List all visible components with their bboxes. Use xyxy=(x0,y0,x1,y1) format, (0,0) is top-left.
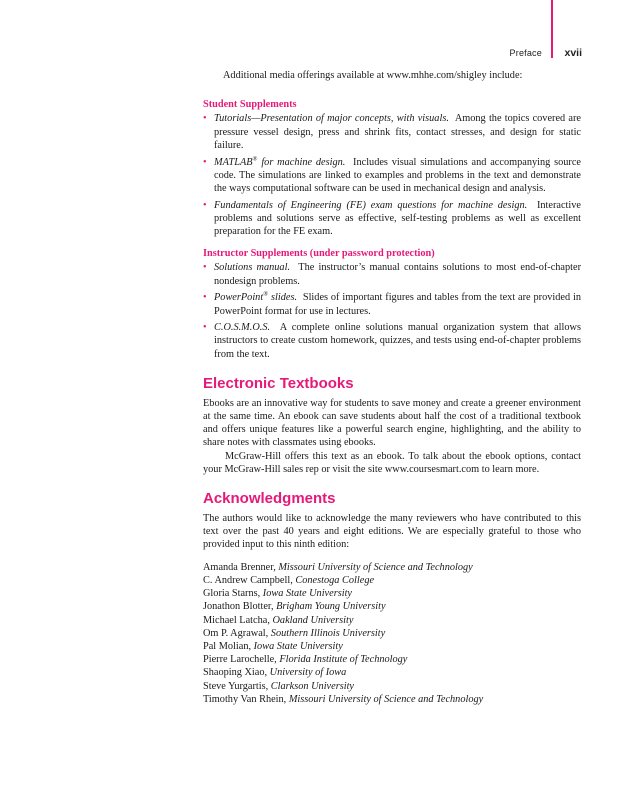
instructor-supplements-list xyxy=(203,261,581,360)
intro-text: Additional media offerings available at www.mhhe.com/shigley include: xyxy=(223,70,523,81)
reviewer-name: Gloria Starns, xyxy=(203,588,263,600)
reviewer-affiliation: Southern Illinois University xyxy=(270,627,386,639)
reviewer-entry xyxy=(203,600,581,613)
reviewer-name: Amanda Brenner, xyxy=(203,561,279,573)
reviewer-affiliation: Iowa State University xyxy=(253,640,343,652)
running-head xyxy=(510,47,582,59)
reviewer-name: Michael Latcha, xyxy=(203,614,273,626)
bullet-icon: • xyxy=(203,322,207,334)
reviewer-entry xyxy=(203,680,581,693)
reviewer-entry xyxy=(203,561,581,574)
reviewer-list xyxy=(203,561,581,706)
reviewer-entry xyxy=(203,627,581,640)
reviewer-entry xyxy=(203,666,581,679)
bullet-icon: • xyxy=(203,262,207,274)
item-title: C.O.S.M.O.S. xyxy=(214,322,271,334)
list-item xyxy=(203,156,581,196)
bullet-icon: • xyxy=(203,292,207,304)
reviewer-name: Pierre Larochelle, xyxy=(203,654,280,666)
reviewer-name: Shaoping Xiao, xyxy=(203,667,270,679)
list-item xyxy=(203,261,581,287)
reviewer-name: Timothy Van Rhein, xyxy=(203,693,289,705)
item-text: The instructor’s manual contains solutions to most end-of-chapter nondesign problems. xyxy=(214,262,582,287)
item-title-after: for machine design. xyxy=(257,156,346,168)
electronic-textbooks-heading: Electronic Textbooks xyxy=(203,374,354,392)
reviewer-entry xyxy=(203,693,581,706)
reviewer-entry xyxy=(203,614,581,627)
registered-mark: ® xyxy=(252,155,258,163)
item-text: Includes visual simulations and accompanying source code. The simulations are linked to examples and problems in the text and demonstrate the ways computational software can be used in mechanical design and analysis. xyxy=(214,156,581,194)
bullet-icon: • xyxy=(203,156,207,168)
reviewer-affiliation: Iowa State University xyxy=(262,588,353,600)
item-title: Fundamentals of Engineering (FE) exam questions for machine design. xyxy=(214,199,528,211)
bullet-icon: • xyxy=(203,113,207,125)
reviewer-affiliation: Brigham Young University xyxy=(276,601,386,613)
reviewer-name: Steve Yurgartis, xyxy=(203,680,271,692)
reviewer-affiliation: University of Iowa xyxy=(269,667,347,679)
electronic-textbooks-paragraph-2: McGraw-Hill offers this text as an ebook. To talk about the ebook options, contact your McGraw-Hill sales rep or visit the site www.coursesmart.com to learn more. xyxy=(203,450,581,475)
electronic-textbooks-paragraph-1: Ebooks are an innovative way for students to save money and create a greener environment at the same time. An ebook can save students about half the cost of a traditional textbook and offers unique features like a powerful search engine, highlighting, and the ability to share notes with classmates using ebooks. xyxy=(203,397,581,449)
reviewer-name: Jonathon Blotter, xyxy=(203,601,277,613)
item-title: Solutions manual. xyxy=(214,262,291,274)
running-head-section: Preface xyxy=(509,48,542,58)
item-text: Among the topics covered are pressure vessel design, press and shrink fits, contact stresses, and design for static failure. xyxy=(214,113,581,151)
reviewer-entry xyxy=(203,653,581,666)
reviewer-name: C. Andrew Campbell, xyxy=(203,574,296,586)
acknowledgments-heading: Acknowledgments xyxy=(203,490,336,508)
reviewer-affiliation: Conestoga College xyxy=(295,574,375,586)
item-text: Slides of important figures and tables from the text are provided in PowerPoint format for use in lectures. xyxy=(214,292,581,317)
reviewer-affiliation: Florida Institute of Technology xyxy=(279,654,408,666)
item-title: MATLAB xyxy=(214,156,253,168)
reviewer-affiliation: Oakland University xyxy=(272,614,354,626)
reviewer-entry xyxy=(203,574,581,587)
bullet-icon: • xyxy=(203,199,207,211)
item-title: Tutorials—Presentation of major concepts, with visuals. xyxy=(214,113,449,125)
reviewer-affiliation: Missouri University of Science and Technology xyxy=(278,561,473,573)
item-title: PowerPoint xyxy=(214,292,264,304)
reviewer-entry xyxy=(203,640,581,653)
list-item xyxy=(203,199,581,239)
item-text: A complete online solutions manual organization system that allows instructors to create custom homework, quizzes, and tests using end-of-chapter problems from the text. xyxy=(214,322,581,360)
student-supplements-list xyxy=(203,112,581,238)
reviewer-affiliation: Clarkson University xyxy=(270,680,355,692)
reviewer-name: Pal Molian, xyxy=(203,640,254,652)
list-item xyxy=(203,112,581,152)
registered-mark: ® xyxy=(263,290,269,298)
reviewer-name: Om P. Agrawal, xyxy=(203,627,271,639)
reviewer-entry xyxy=(203,587,581,600)
acknowledgments-paragraph: The authors would like to acknowledge the many reviewers who have contributed to this text over the past 40 years and eight editions. We are especially grateful to those who provided input to this ninth edition: xyxy=(203,513,581,551)
item-title-after: slides. xyxy=(268,292,298,304)
list-item xyxy=(203,291,581,317)
page-body xyxy=(203,69,581,706)
student-supplements-heading: Student Supplements xyxy=(203,99,297,111)
page-number: xvii xyxy=(564,47,582,59)
list-item xyxy=(203,321,581,361)
item-text: Interactive problems and solutions serve as effective, self-testing problems as well as excellent preparation for the FE exam. xyxy=(214,199,581,238)
instructor-supplements-heading: Instructor Supplements (under password protection) xyxy=(203,248,435,260)
reviewer-affiliation: Missouri University of Science and Technology xyxy=(288,693,484,705)
